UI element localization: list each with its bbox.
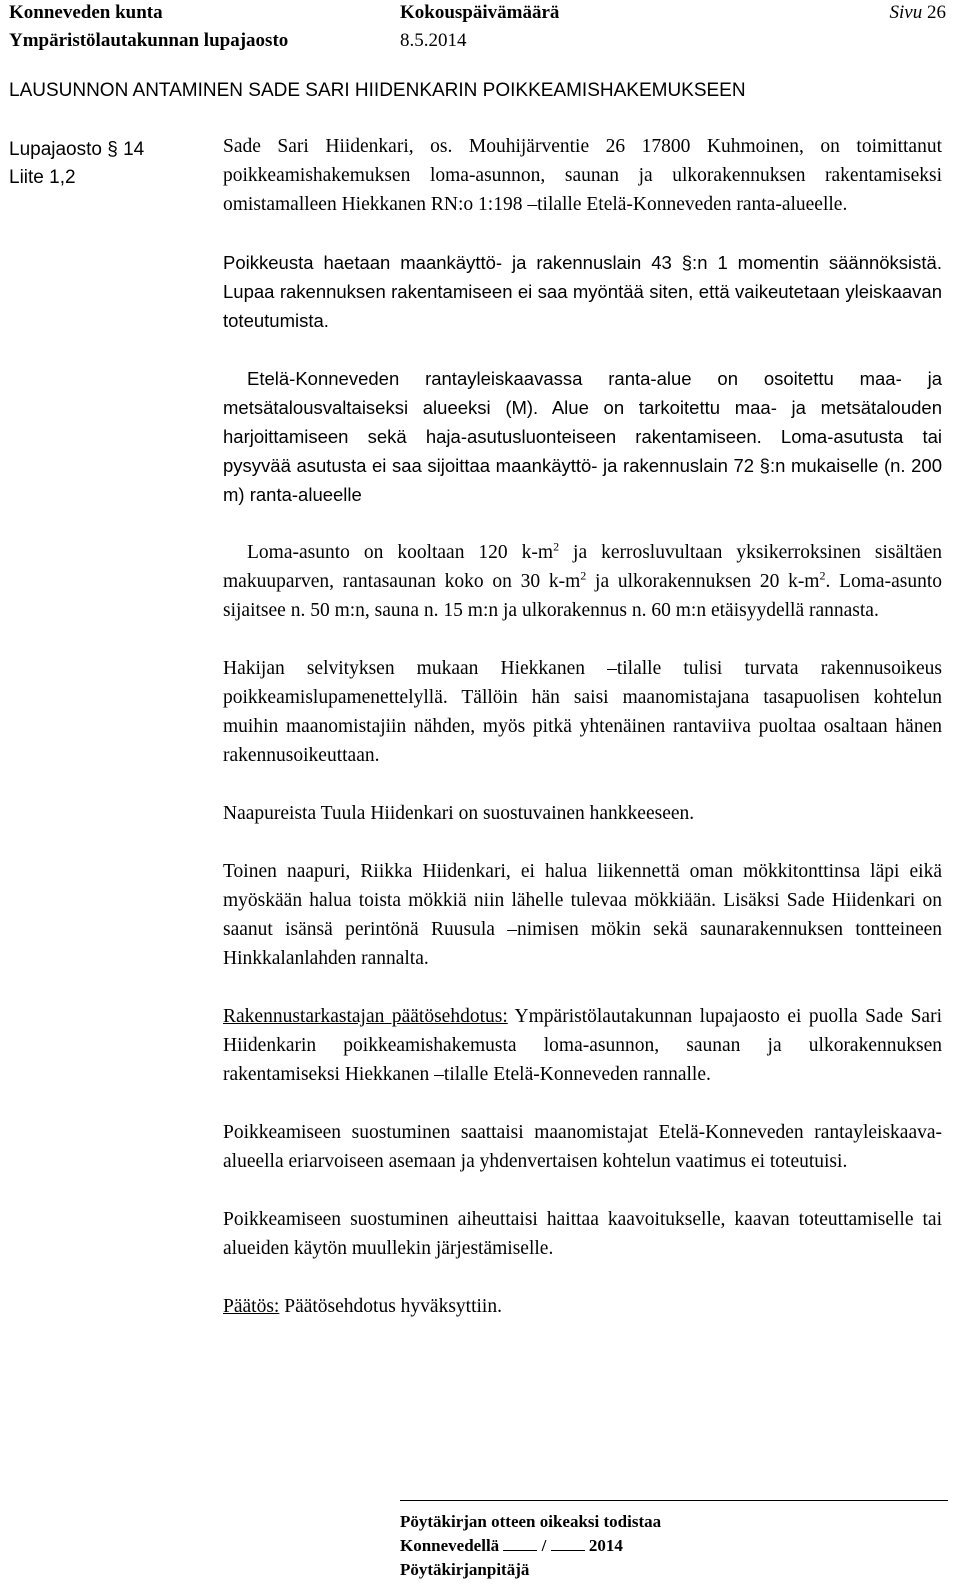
header-date-label: Kokouspäivämäärä [400,2,560,23]
paragraph-inequality: Poikkeamiseen suostuminen saattaisi maanomistajat Etelä-Konneveden rantayleiskaava-alueella eriarvoiseen asemaan ja yhdenvertaisen kohtelun vaatimus ei toteutuisi. [223,1122,942,1172]
footer-divider [400,1500,948,1501]
paragraph-proposal: Rakennustarkastajan päätösehdotus: Ympäristölautakunnan lupajaosto ei puolla Sade Sari Hiidenkarin poikkeamishakemusta loma-asunnon, saunan ja ulkorakennuksen rakentamiseksi Hiekkanen –tilalle Etelä-Konneveden rannalle. [223,1006,942,1085]
paragraph-application: Sade Sari Hiidenkari, os. Mouhijärventie 26 17800 Kuhmoinen, on toimittanut poikkeamishakemuksen loma-asunnon, saunan ja ulkorakennuksen rakentamiseksi omistamalleen Hiekkanen RN:o 1:198 –tilalle Etelä-Konneveden ranta-alueelle. [223,136,942,215]
superscript: 2 [553,539,560,554]
day-blank [503,1536,537,1551]
paragraph-applicant-justification: Hakijan selvityksen mukaan Hiekkanen –tilalle tulisi turvata rakennusoikeus poikkeamislupamenettelyllä. Tällöin hän saisi maanomistajana tasapuolisen kohtelun muihin maanomistajiin nähden, myös pitkä yhtenäinen rantaviiva puoltaa osaltaan hänen rakennusoikeuttaan. [223,658,942,766]
section-reference: Lupajaosto § 14 [9,139,145,160]
paragraph-decision: Päätös: Päätösehdotus hyväksyttiin. [223,1296,502,1317]
header-board: Ympäristölautakunnan lupajaosto [9,30,289,51]
header-date: 8.5.2014 [400,30,467,51]
header-organization: Konneveden kunta [9,2,163,23]
paragraph-zoning: Etelä-Konneveden rantayleiskaavassa ranta-alue on osoitettu maa- ja metsätalousvaltaiseksi alueeksi (M). Alue on tarkoitettu maa- ja metsätalouden harjoittamiseen sekä haja-asutusluonteiseen rakentamiseen. Loma-asutusta tai pysyvää asutusta ei saa sijoittaa maankäyttö- ja rakennuslain 72 §:n mukaiselle (n. 200 m) ranta-alueelle [223,368,942,505]
paragraph-neighbour-consent: Naapureista Tuula Hiidenkari on suostuvainen hankkeeseen. [223,803,695,824]
paragraph-exemption: Poikkeusta haetaan maankäyttö- ja rakennuslain 43 §:n 1 momentin säännöksistä. Lupaa rakennuksen rakentamiseen ei saa myöntää siten, että vaikeutetaan yleiskaavan toteutumista. [223,252,942,331]
proposal-label: Rakennustarkastajan päätösehdotus: [223,1006,508,1027]
footer-secretary: Pöytäkirjanpitäjä [400,1560,530,1579]
month-blank [551,1536,585,1551]
page-number: 26 [927,2,946,23]
footer-certification: Pöytäkirjan otteen oikeaksi todistaa [400,1512,662,1531]
document-body [223,132,942,1350]
header-page [890,0,946,28]
paragraph-planning-harm: Poikkeamiseen suostuminen aiheuttaisi haittaa kaavoitukselle, kaavan toteuttamiselle tai alueiden käytön muullekin järjestämiselle. [223,1209,942,1259]
footer-place-date: Konnevedellä / 2014 [400,1536,623,1555]
document-title: LAUSUNNON ANTAMINEN SADE SARI HIIDENKARIN POIKKEAMISHAKEMUKSEEN [9,80,746,101]
page-label: Sivu [889,2,923,23]
superscript: 2 [819,568,826,583]
decision-label: Päätös: [223,1296,280,1317]
paragraph-building-size: Loma-asunto on kooltaan 120 $k-m^2$ ja kerrosluvultaan yksikerroksinen sisältäen makuuparven, rantasaunan koko on 30 $k-m^2$ ja ulkorakennuksen 20 $k-m^2$. Loma-asunto sijaitsee n. 50 m:n, sauna n. 15 m:n ja ulkorakennus n. 60 m:n etäisyydellä rannasta. [223,539,942,621]
superscript: 2 [580,568,587,583]
attachment-reference: Liite 1,2 [9,167,76,188]
paragraph-neighbour-objection: Toinen naapuri, Riikka Hiidenkari, ei halua liikennettä oman mökkitonttinsa läpi eikä myöskään halua toista mökkiä niin lähelle tulevaa mökkiään. Lisäksi Sade Hiidenkari on saanut isänsä perintönä Ruusula –nimisen mökin sekä saunarakennuksen tontteineen Hinkkalanlahden rannalta. [223,861,942,969]
